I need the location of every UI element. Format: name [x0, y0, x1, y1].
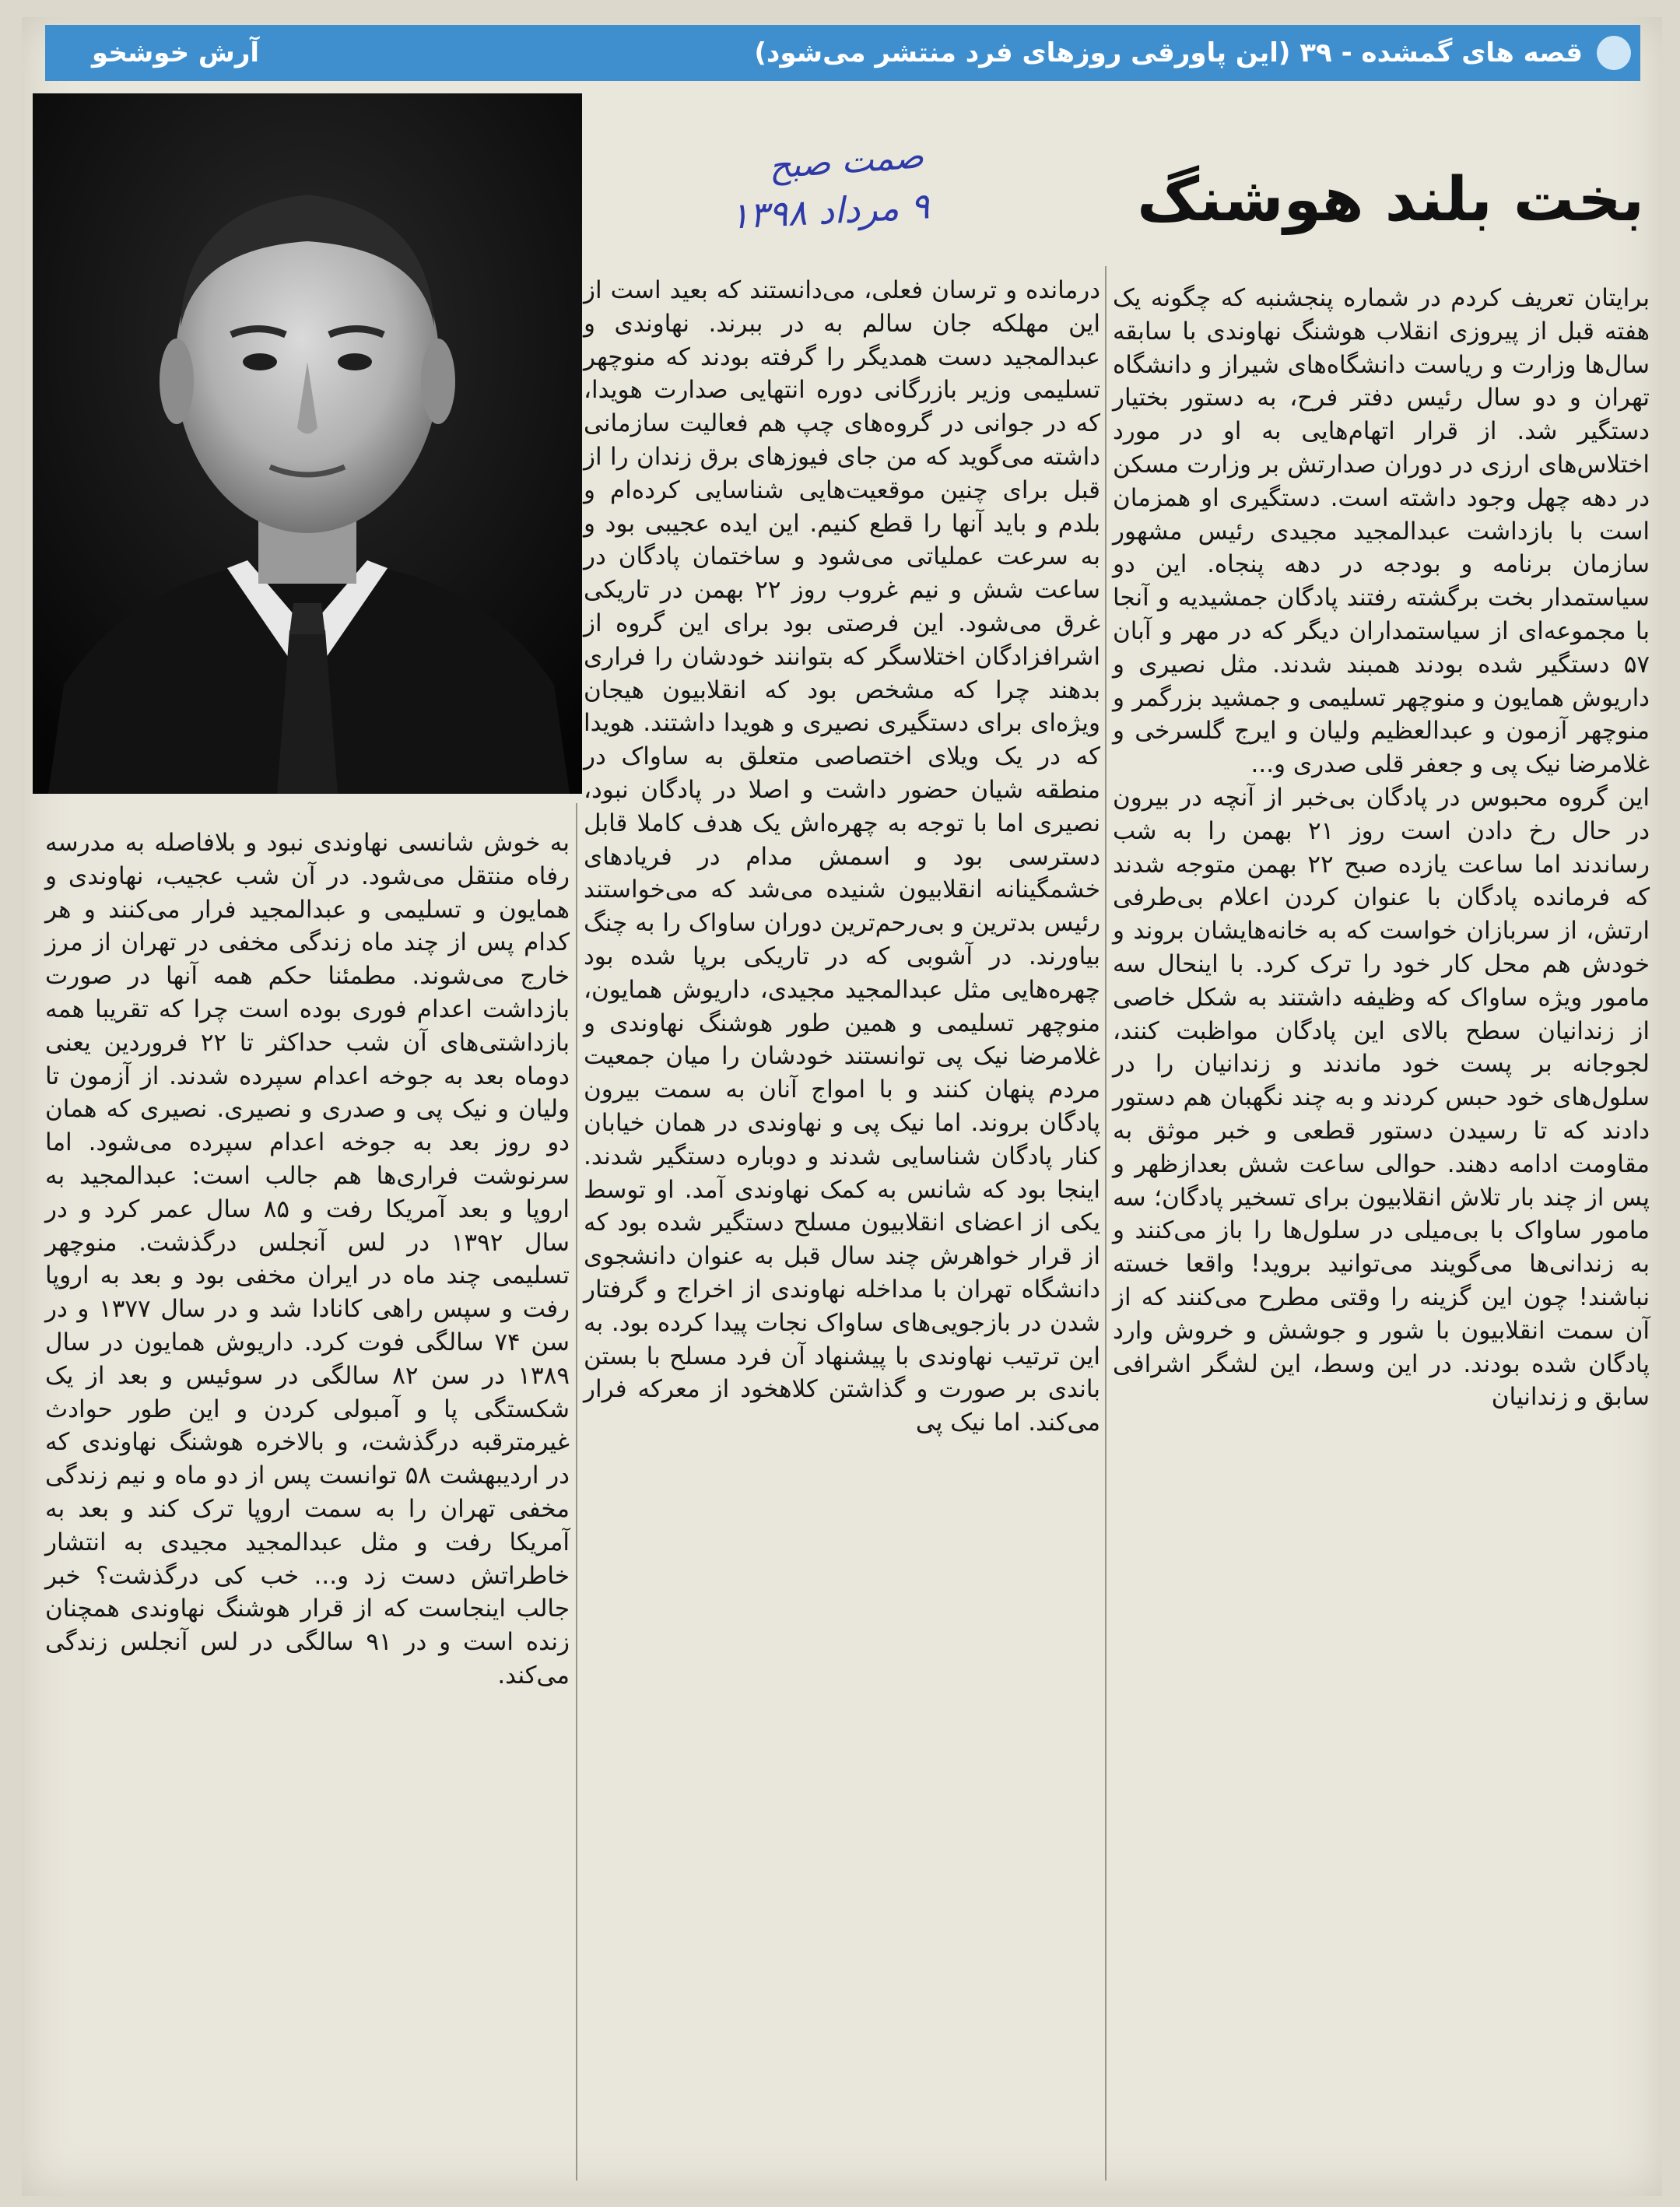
- article-column-middle: [584, 274, 1100, 2196]
- header-bubble-icon: [1597, 36, 1631, 70]
- portrait-photo: [33, 93, 582, 794]
- paragraph: این گروه محبوس در پادگان بی‌خبر از آنچه در بیرون در حال رخ دادن است روز ۲۱ بهمن را به شب رساندند اما ساعت یازده صبح ۲۲ بهمن متوجه شدند که فرمانده پادگان با عنوان کردن اعلام بی‌طرفی ارتش، از سربازان خواست که به خانه‌هایشان بروند و خودش هم محل کار خود را ترک کرد. با اینحال سه مامور ویژه ساواک که وظیفه داشتند به شکل خاصی از زندانیان سطح بالای این پادگان مواظبت کنند، لجوجانه بر پست خود ماندند و زندانیان را در سلول‌های خود حبس کردند و به چند نگهبان هم دستور دادند که تا رسیدن دستور قطعی و خبر موثق به مقاومت ادامه دهند. حوالی ساعت شش بعدازظهر و پس از چند بار تلاش انقلابیون برای تسخیر پادگان؛ سه مامور ساواک با بی‌میلی در سلول‌ها را باز می‌کنند و به زندانی‌ها می‌گویند می‌توانید بروید! واقعا خسته نباشند! چون این گزینه را وقتی مطرح می‌کنند که از آن سمت انقلابیون با شور و جوشش و خروش وارد پادگان شده بودند. در این وسط، این لشگر اشرافی سابق و زندانیان: [1113, 783, 1650, 1412]
- handwritten-date: ۹ مرداد ۱۳۹۸: [728, 184, 931, 237]
- paragraph: درمانده و ترسان فعلی، می‌دانستند که بعید است از این مهلکه جان سالم به در ببرند. نهاوندی و عبدالمجید دست همدیگر را گرفته بودند که منوچهر تسلیمی وزیر بازرگانی دوره انتهایی صدارت هویدا، که در جوانی در گروه‌های چپ هم فعالیت سازمانی داشته می‌گوید که من جای فیوزهای برق زندان را از قبل برای چنین موقعیت‌هایی شناسایی کرده‌ام و بلدم و باید آنها را قطع کنیم. این ایده عجیبی بود و به سرعت عملیاتی می‌شود و ساختمان پادگان در ساعت شش و نیم غروب روز ۲۲ بهمن در تاریکی غرق می‌شود. این فرصتی بود برای این گروه از اشرافزادگان اختلاسگر که بتوانند خودشان را فراری بدهند چرا که مشخص بود که انقلابیون هیجان ویژه‌ای برای دستگیری نصیری و هویدا داشتند. هویدا که در یک ویلای اختصاصی متعلق به ساواک در منطقه شیان حضور داشت و اصلا در پادگان نبود، نصیری اما با توجه به چهره‌اش یک هدف کاملا قابل دسترسی بود و اسمش مدام در فریادهای خشمگینانه انقلابیون شنیده می‌شد که می‌خواستند رئیس بدترین و بی‌رحم‌ترین دوران ساواک را به چنگ بیاورند. در آشوبی که در تاریکی برپا شده بود چهره‌هایی مثل عبدالمجید مجیدی، داریوش همایون، منوچهر تسلیمی و همین طور هوشنگ نهاوندی و غلامرضا نیک پی توانستند خودشان را میان جمعیت مردم پنهان کنند و با امواج آنان به سمت بیرون پادگان بروند. اما نیک پی و نهاوندی در همان خیابان کنار پادگان شناسایی شدند و دوباره دستگیر شدند. اینجا بود که شانس به کمک نهاوندی آمد. او توسط یکی از اعضای انقلابیون مسلح دستگیر شده بود که از قرار خواهرش چند سال قبل به عنوان دانشجوی دانشگاه تهران با مداخله نهاوندی از اخراج و گرفتار شدن در بازجویی‌های ساواک نجات پیدا کرده بود. به این ترتیب نهاوندی با پیشنهاد آن فرد مسلح با بستن باندی بر صورت و گذاشتن کلاهخود از معرکه فرار می‌کند. اما نیک پی: [584, 276, 1100, 1437]
- article-column-left: [45, 826, 570, 2196]
- handwritten-source: صمت صبح: [767, 136, 925, 187]
- series-header-bar: [45, 25, 1640, 81]
- column-divider: [1105, 266, 1107, 2181]
- paragraph: به خوش شانسی نهاوندی نبود و بلافاصله به مدرسه رفاه منتقل می‌شود. در آن شب عجیب، نهاوندی و همایون و تسلیمی و عبدالمجید فرار می‌کنند و هر کدام پس از چند ماه زندگی مخفی در تهران از مرز خارج می‌شوند. مطمئنا حکم همه آنها در صورت بازداشت اعدام فوری بوده است چرا که تقریبا همه بازداشتی‌های آن شب حداکثر تا ۲۲ فروردین یعنی دوماه بعد به جوخه اعدام سپرده شدند. از آزمون تا ولیان و نیک پی و صدری و نصیری. نصیری که همان دو روز بعد به جوخه اعدام سپرده می‌شود. اما سرنوشت فراری‌ها هم جالب است: عبدالمجید به اروپا و بعد آمریکا رفت و ۸۵ سال عمر کرد و در سال ۱۳۹۲ در لس آنجلس درگذشت. منوچهر تسلیمی چند ماه در ایران مخفی بود و بعد به اروپا رفت و سپس راهی کانادا شد و در سال ۱۳۷۷ و در سن ۷۴ سالگی فوت کرد. داریوش همایون در سال ۱۳۸۹ در سن ۸۲ سالگی در سوئیس و بعد از یک شکستگی پا و آمبولی کردن و این طور حوادث غیرمترقبه درگذشت، و بالاخره هوشنگ نهاوندی که در اردیبهشت ۵۸ توانست پس از دو ماه و نیم زندگی مخفی تهران را به سمت اروپا ترک کند و بعد به آمریکا رفت و مثل عبدالمجید مجیدی به انتشار خاطراتش دست زد و... خب کی درگذشت؟ خبر جالب اینجاست که از قرار هوشنگ نهاوندی همچنان زنده است و در ۹۱ سالگی در لس آنجلس زندگی می‌کند.: [45, 829, 570, 1689]
- paragraph: برایتان تعریف کردم در شماره پنجشنبه که چگونه یک هفته قبل از پیروزی انقلاب هوشنگ نهاوندی با سابقه سال‌ها وزارت و ریاست دانشگاه‌های شیراز و دانشگاه تهران و دو سال رئیس دفتر فرح، به دستور بختیار دستگیر شد. از قرار اتهام‌هایی به او در مورد اختلاس‌های ارزی در دوران صدارتش بر وزارت مسکن در دهه چهل وجود داشته است. دستگیری او همزمان است با بازداشت عبدالمجید مجیدی رئیس مشهور سازمان برنامه و بودجه در دهه پنجاه. این دو سیاستمدار بخت برگشته رفتند پادگان جمشیدیه و آنجا با مجموعه‌ای از سیاستمداران دیگر که در مهر و آبان ۵۷ دستگیر شده بودند همبند شدند. مثل نصیری و داریوش همایون و منوچهر تسلیمی و جمشید بزرگمر و منوچهر آزمون و عبدالعظیم ولیان و ایرج گلسرخی و غلامرضا نیک پی و جعفر قلی صدری و...: [1113, 284, 1650, 779]
- portrait-photo-art: [33, 93, 582, 794]
- article-title: بخت بلند هوشنگ: [1137, 165, 1644, 235]
- handwritten-date-note: [613, 136, 1033, 251]
- series-title: قصه های گمشده - ۳۹ (این پاورقی روزهای فرد منتشر می‌شود): [754, 37, 1583, 68]
- column-divider: [576, 803, 577, 2181]
- article-column-right: [1113, 282, 1650, 2196]
- newspaper-clipping: [22, 17, 1662, 2196]
- author-name: آرش خوشخو: [92, 37, 260, 68]
